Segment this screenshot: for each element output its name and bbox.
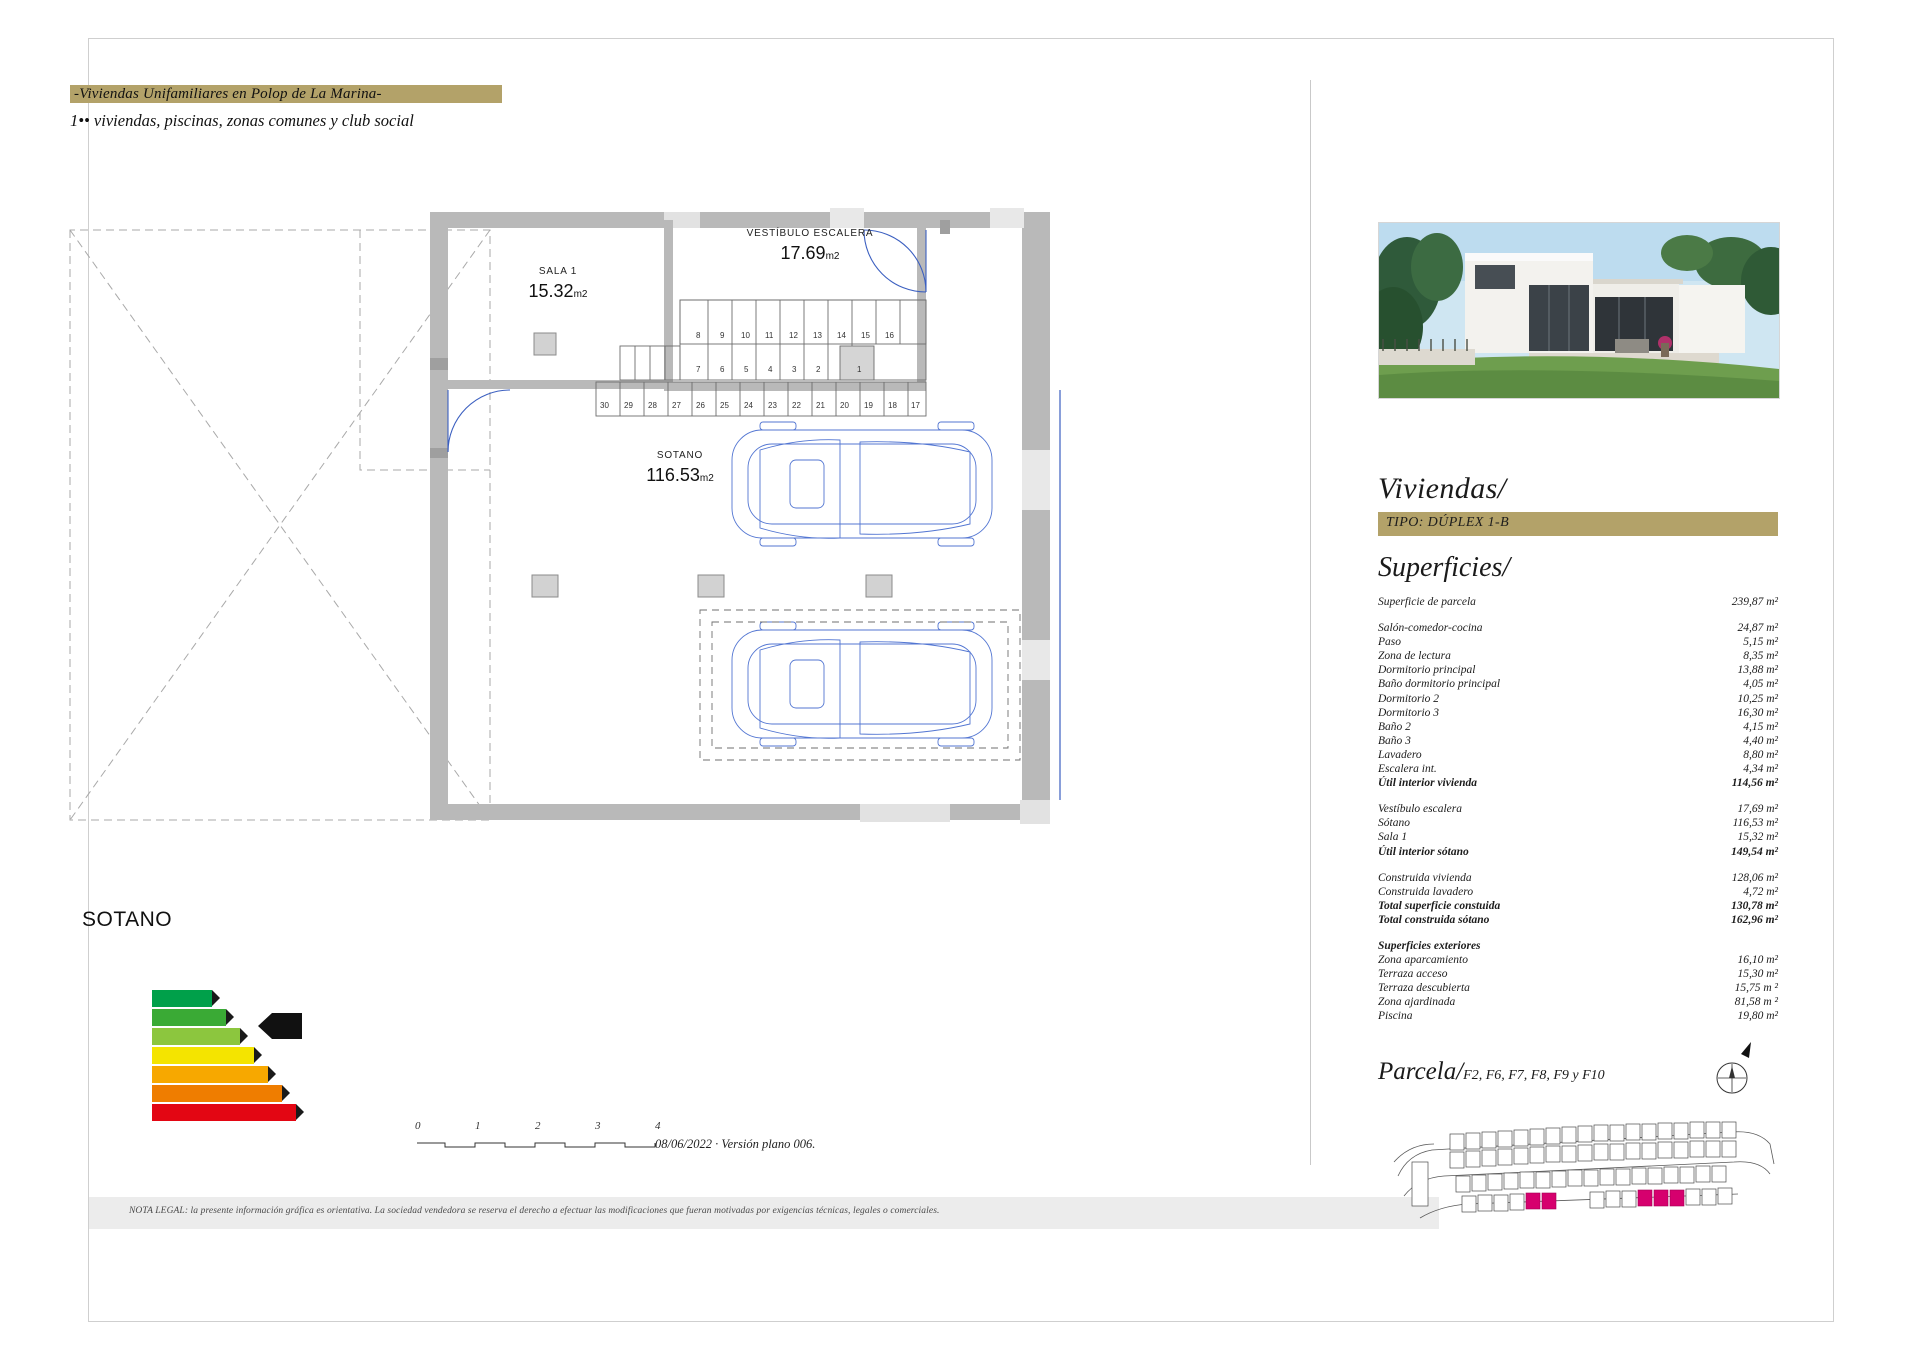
superficie-row <box>1378 678 1778 692</box>
tipo-label: TIPO: DÚPLEX 1-B <box>1386 515 1510 530</box>
room-label-vestibulo: VESTÍBULO ESCALERA 17.69m2 <box>746 228 874 263</box>
superficie-label: Total construida sótano <box>1378 913 1490 926</box>
superficie-label: Salón-comedor-cocina <box>1378 622 1483 635</box>
room-label-sotano: SOTANO 116.53m2 <box>646 450 714 485</box>
superficie-value: 4,34 m² <box>1743 763 1778 776</box>
svg-text:28: 28 <box>648 401 657 410</box>
superficie-value: 16,30 m² <box>1737 706 1778 719</box>
svg-text:13: 13 <box>813 331 822 340</box>
superficie-label: Construida lavadero <box>1378 885 1474 898</box>
scale-tick: 2 <box>535 1120 541 1132</box>
superficie-label: Baño 2 <box>1378 720 1411 733</box>
svg-text:26: 26 <box>696 401 705 410</box>
superficie-label: Superficies exteriores <box>1378 939 1481 952</box>
superficie-label: Terraza acceso <box>1378 968 1448 981</box>
superficie-label: Dormitorio 2 <box>1378 692 1440 705</box>
energy-letter: G <box>440 1107 448 1118</box>
superficie-value: 4,15 m² <box>1743 720 1778 733</box>
energy-row <box>152 1104 448 1121</box>
building-render-image <box>1378 222 1780 399</box>
superficie-value: 114,56 m² <box>1731 777 1778 790</box>
energy-row <box>152 1085 434 1102</box>
superficie-value: 8,80 m² <box>1743 748 1778 761</box>
svg-text:19: 19 <box>864 401 873 410</box>
superficie-label: Construida vivienda <box>1378 871 1472 884</box>
superficie-row <box>1378 636 1778 650</box>
svg-text:14: 14 <box>837 331 846 340</box>
energy-letter: C <box>384 1031 392 1042</box>
superficie-label: Dormitorio 3 <box>1378 706 1440 719</box>
energy-letter: F <box>427 1088 434 1099</box>
svg-text:1: 1 <box>857 365 862 374</box>
svg-text:24: 24 <box>744 401 753 410</box>
superficie-row <box>1378 749 1778 763</box>
svg-text:10: 10 <box>741 331 750 340</box>
svg-text:8: 8 <box>696 331 701 340</box>
superficie-value: 130,78 m² <box>1731 899 1778 912</box>
superficie-value: 162,96 m² <box>1731 913 1778 926</box>
superficies-title: Superficies/ <box>1378 552 1511 583</box>
svg-text:3: 3 <box>792 365 797 374</box>
project-subtitle: 1•• viviendas, piscinas, zonas comunes y club social <box>70 111 414 130</box>
superficie-label: Piscina <box>1378 1010 1413 1023</box>
superficie-value: 15,75 m ² <box>1734 982 1778 995</box>
superficie-row <box>1378 622 1778 636</box>
superficie-row <box>1378 968 1778 982</box>
superficie-row <box>1378 721 1778 735</box>
superficie-label: Útil interior vivienda <box>1378 777 1478 790</box>
superficie-value: 149,54 m² <box>1731 845 1778 858</box>
superficie-row <box>1378 596 1778 610</box>
superficie-value: 19,80 m² <box>1737 1010 1778 1023</box>
svg-text:12: 12 <box>789 331 798 340</box>
compass-north-icon <box>1705 1040 1759 1100</box>
superficie-label: Sala 1 <box>1378 831 1408 844</box>
superficie-label: Baño dormitorio principal <box>1378 678 1501 691</box>
svg-text:20: 20 <box>840 401 849 410</box>
superficie-value: 8,35 m² <box>1743 650 1778 663</box>
version-date-note: 08/06/2022 · Versión plano 006. <box>655 1137 816 1151</box>
room-unit-sala1: m2 <box>573 289 588 300</box>
room-area-sala1: 15.32 <box>528 281 574 301</box>
superficie-label: Total superficie constuida <box>1378 899 1501 912</box>
viviendas-title: Viviendas/ <box>1378 472 1507 505</box>
superficie-row <box>1378 872 1778 886</box>
floor-plan-drawing <box>60 160 1260 900</box>
superficie-label: Superficie de parcela <box>1378 596 1476 608</box>
superficie-label: Zona de lectura <box>1378 650 1451 663</box>
superficie-row-total <box>1378 777 1778 791</box>
superficie-label: Paso <box>1378 636 1401 649</box>
superficie-row <box>1378 650 1778 664</box>
superficie-row <box>1378 982 1778 996</box>
superficie-label: Dormitorio principal <box>1378 664 1476 677</box>
superficie-row-total <box>1378 914 1778 928</box>
superficie-value: 4,05 m² <box>1743 678 1778 691</box>
energy-row <box>152 1066 420 1083</box>
svg-text:6: 6 <box>720 365 725 374</box>
superficie-value: 15,32 m² <box>1737 831 1778 844</box>
svg-text:22: 22 <box>792 401 801 410</box>
column-divider <box>1310 80 1311 1165</box>
superficie-row <box>1378 831 1778 845</box>
superficie-value: 16,10 m² <box>1737 954 1778 967</box>
superficie-row <box>1378 803 1778 817</box>
svg-text:7: 7 <box>696 365 701 374</box>
svg-text:9: 9 <box>720 331 725 340</box>
energy-row <box>152 1047 406 1064</box>
parcela-title <box>1378 1058 1605 1086</box>
superficie-row-total <box>1378 900 1778 914</box>
superficie-row <box>1378 664 1778 678</box>
legal-note-bar <box>89 1197 1439 1229</box>
scale-tick: 1 <box>475 1120 481 1132</box>
svg-text:18: 18 <box>888 401 897 410</box>
superficie-row <box>1378 707 1778 721</box>
svg-text:11: 11 <box>765 331 774 340</box>
superficie-row <box>1378 954 1778 968</box>
room-unit-vestibulo: m2 <box>825 251 840 262</box>
energy-rating-chart <box>152 990 448 1123</box>
superficie-value: 116,53 m² <box>1732 817 1778 830</box>
superficie-value: 81,58 m ² <box>1734 996 1778 1009</box>
superficie-label: Sótano <box>1378 817 1410 830</box>
room-label-sala1: SALA 1 15.32m2 <box>528 266 588 301</box>
svg-text:25: 25 <box>720 401 729 410</box>
energy-row <box>152 990 364 1007</box>
superficie-row <box>1378 886 1778 900</box>
svg-text:4: 4 <box>768 365 773 374</box>
superficie-label: Lavadero <box>1378 748 1422 761</box>
svg-text:15: 15 <box>861 331 870 340</box>
superficie-value: 128,06 m² <box>1731 871 1778 884</box>
floor-plan-title: SOTANO <box>82 908 173 931</box>
room-area-vestibulo: 17.69 <box>780 243 826 263</box>
superficie-value: 13,88 m² <box>1737 664 1778 677</box>
superficie-value: 5,15 m² <box>1743 636 1778 649</box>
superficie-label: Zona aparcamiento <box>1378 954 1468 967</box>
superficie-value: 4,40 m² <box>1743 734 1778 747</box>
superficie-row <box>1378 693 1778 707</box>
svg-text:23: 23 <box>768 401 777 410</box>
scale-tick: 3 <box>595 1120 601 1132</box>
svg-text:27: 27 <box>672 401 681 410</box>
svg-text:30: 30 <box>600 401 609 410</box>
energy-letter: D <box>398 1050 406 1061</box>
tipo-band <box>1378 512 1778 536</box>
room-unit-sotano: m2 <box>699 473 714 484</box>
svg-text:5: 5 <box>744 365 749 374</box>
superficie-value: 15,30 m² <box>1737 968 1778 981</box>
energy-letter: A <box>356 993 364 1004</box>
superficie-row <box>1378 763 1778 777</box>
energy-letter: B <box>370 1012 378 1023</box>
superficie-value: 4,72 m² <box>1743 885 1778 898</box>
parcela-list-text: F2, F6, F7, F8, F9 y F10 <box>1463 1068 1605 1083</box>
superficie-row <box>1378 1010 1778 1024</box>
project-title: -Viviendas Unifamiliares en Polop de La Marina- <box>70 85 502 103</box>
superficie-label: Terraza descubierta <box>1378 982 1470 995</box>
superficie-row <box>1378 996 1778 1010</box>
scale-tick: 4 <box>655 1120 661 1132</box>
energy-letter: E <box>413 1069 420 1080</box>
superficie-row-total <box>1378 846 1778 860</box>
superficie-value: 24,87 m² <box>1737 622 1778 635</box>
svg-text:17: 17 <box>911 401 920 410</box>
parcela-title-text: Parcela/ <box>1378 1058 1464 1085</box>
superficie-section-heading <box>1378 940 1778 954</box>
superficies-list <box>1378 596 1778 1025</box>
svg-text:21: 21 <box>816 401 825 410</box>
superficie-label: Zona ajardinada <box>1378 996 1456 1009</box>
superficie-value: 239,87 m² <box>1731 596 1778 608</box>
superficie-label: Escalera int. <box>1378 763 1437 776</box>
superficie-label: Útil interior sótano <box>1378 845 1469 858</box>
superficie-label: Vestíbulo escalera <box>1378 803 1462 816</box>
superficie-value: 17,69 m² <box>1737 803 1778 816</box>
document-header <box>70 85 630 131</box>
site-plan-map <box>1390 1100 1780 1230</box>
superficie-label: Baño 3 <box>1378 734 1411 747</box>
room-area-sotano: 116.53 <box>646 465 700 485</box>
superficie-row <box>1378 735 1778 749</box>
svg-text:2: 2 <box>816 365 821 374</box>
legal-note-text: NOTA LEGAL: la presente información gráfica es orientativa. La sociedad vendedora se reserva el derecho a efectuar las modificaciones que fueran motivadas por exigencias técnicas, legales o comerciales. <box>129 1206 940 1216</box>
superficie-row <box>1378 817 1778 831</box>
svg-text:29: 29 <box>624 401 633 410</box>
svg-text:16: 16 <box>885 331 894 340</box>
superficie-value: 10,25 m² <box>1737 692 1778 705</box>
scale-tick: 0 <box>415 1120 421 1132</box>
